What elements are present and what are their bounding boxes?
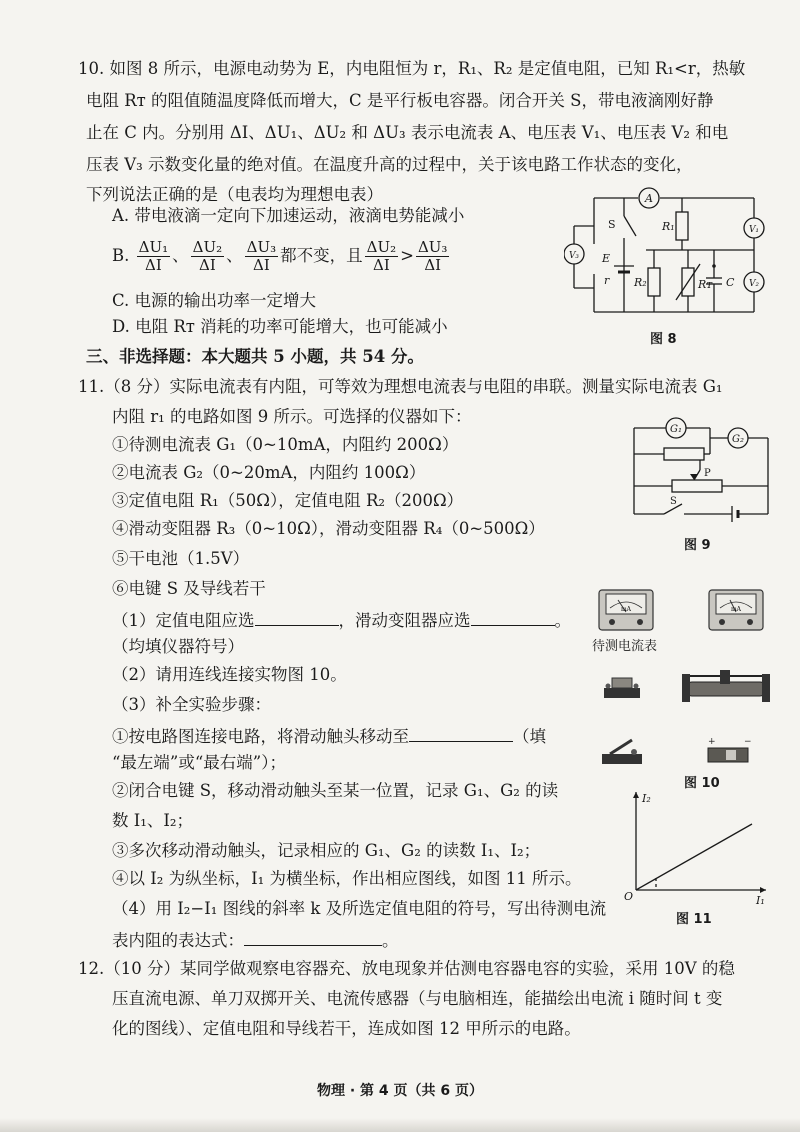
- q11-part-3: （3）补全实验步骤：: [112, 695, 271, 714]
- q11-step-2: ②闭合电键 S，移动滑动触头至某一位置，记录 G₁、G₂ 的读: [112, 781, 559, 800]
- option-b-prefix: B.: [112, 246, 130, 265]
- figure-11-graph: [622, 786, 772, 906]
- q12-line-3: 化的图线）、定值电阻和导线若干，连成如图 12 甲所示的电路。: [112, 1019, 581, 1038]
- q11-item-1: ①待测电流表 G₁（0~10mA，内阻约 200Ω）: [112, 435, 459, 454]
- figure-9-caption: 图 9: [684, 538, 711, 553]
- fraction-du3-di-compare: $\frac{\text{ΔU₃}}{\Delta I}$: [417, 238, 448, 274]
- q11-line-2: 内阻 r₁ 的电路如图 9 所示。可选择的仪器如下：: [112, 407, 472, 426]
- fig9-label-g2: G₂: [732, 434, 744, 445]
- graph-y-axis-label: I₂: [642, 792, 651, 805]
- q11-item-6: ⑥电键 S 及导线若干: [112, 579, 266, 598]
- figure-10-battery: [700, 734, 756, 768]
- answer-blank-resistor[interactable]: [255, 608, 339, 626]
- figure-10-caption: 图 10: [684, 776, 720, 791]
- graph-x-axis-label: I₁: [756, 894, 765, 906]
- q11-part-4: （4）用 I₂−I₁ 图线的斜率 k 及所选定值电阻的符号，写出待测电流: [112, 899, 607, 918]
- figure-8-caption: 图 8: [650, 332, 677, 347]
- figure-9-circuit: [624, 404, 780, 528]
- meter-unit-label-1: mA: [620, 606, 632, 613]
- svg-text:+: +: [708, 737, 716, 747]
- graph-origin-label: O: [624, 890, 634, 903]
- figure-10-switch: [598, 734, 646, 768]
- fig9-label-g1: G₁: [670, 424, 682, 435]
- answer-blank-slider-end[interactable]: [409, 724, 513, 742]
- figure-10-resistor: [600, 672, 644, 702]
- q10-option-a: A. 带电液滴一定向下加速运动，液滴电势能减小: [112, 206, 465, 225]
- q10-option-b: B. $\frac{\text{ΔU₁}}{\Delta I}$ 、 $\frac{\text{ΔU₂}}{\Delta I}$ 、 $\frac{\text{ΔU₃}}{\Delta I}$ 都不变，且 $\frac{\text{ΔU₂}}{\Delta I}$ > $\frac{\text{ΔU₃}}{\Delta I}$: [112, 238, 448, 274]
- figure-11-caption: 图 11: [676, 912, 712, 927]
- fraction-du1-di: $\frac{\text{ΔU₁}}{\Delta I}$: [138, 238, 169, 274]
- fraction-du2-di-compare: $\frac{\text{ΔU₂}}{\Delta I}$: [366, 238, 397, 274]
- q10-line-2: 电阻 Rᴛ 的阻值随温度降低而增大，C 是平行板电容器。闭合开关 S，带电液滴刚好静: [86, 91, 714, 110]
- q11-step-3: ③多次移动滑动触头，记录相应的 G₁、G₂ 的读数 I₁、I₂；: [112, 841, 541, 860]
- q11-item-4: ④滑动变阻器 R₃（0~10Ω），滑动变阻器 R₄（0~500Ω）: [112, 519, 545, 538]
- fig9-label-s: S: [670, 496, 677, 507]
- q10-line-4: 压表 V₃ 示数变化量的绝对值。在温度升高的过程中，关于该电路工作状态的变化，: [86, 155, 693, 174]
- q11-step-1: ①按电路图连接电路，将滑动触头移动至 （填: [112, 724, 546, 748]
- fig8-label-r1: R₁: [662, 220, 675, 233]
- fig8-label-r: r: [604, 274, 610, 287]
- q12-line-2: 压直流电源、单刀双掷开关、电流传感器（与电脑相连，能描绘出电流 i 随时间 t 变: [112, 989, 723, 1008]
- figure-10-meter-reference: [706, 584, 766, 632]
- fig8-label-v2: V₂: [748, 279, 760, 289]
- graph-line: [636, 824, 752, 890]
- meter-unit-label-2: mA: [730, 606, 742, 613]
- fig8-label-v1: V₁: [748, 225, 760, 235]
- q11-part-2: （2）请用连线连接实物图 10。: [112, 665, 347, 684]
- q11-item-3: ③定值电阻 R₁（50Ω），定值电阻 R₂（200Ω）: [112, 491, 464, 510]
- q10-line-3: 止在 C 内。分别用 ΔI、ΔU₁、ΔU₂ 和 ΔU₃ 表示电流表 A、电压表 V₁、电压表 V₂ 和电: [86, 123, 729, 142]
- q11-step-4: ④以 I₂ 为纵坐标，I₁ 为横坐标，作出相应图线，如图 11 所示。: [112, 869, 582, 888]
- fraction-du3-di: $\frac{\text{ΔU₃}}{\Delta I}$: [246, 238, 277, 274]
- q11-step-2-cont: 数 I₁、I₂；: [112, 811, 194, 830]
- answer-blank-rheostat[interactable]: [471, 608, 555, 626]
- q11-item-2: ②电流表 G₂（0~20mA，内阻约 100Ω）: [112, 463, 426, 482]
- page-footer: 物理 · 第 4 页（共 6 页）: [316, 1083, 484, 1099]
- fig8-label-switch: S: [608, 218, 616, 231]
- section-3-header: 三、非选择题：本大题共 5 小题，共 54 分。: [86, 347, 424, 366]
- q12-line-1: 12.（10 分）某同学做观察电容器充、放电现象并估测电容器电容的实验，采用 10V 的稳: [78, 959, 735, 978]
- q11-item-5: ⑤干电池（1.5V）: [112, 549, 250, 568]
- fraction-du2-di: $\frac{\text{ΔU₂}}{\Delta I}$: [192, 238, 223, 274]
- answer-blank-resistance-expression[interactable]: [244, 928, 382, 946]
- fig8-label-v3: V₃: [568, 251, 580, 261]
- svg-text:−: −: [744, 737, 752, 747]
- q11-part-1: （1）定值电阻应选 ，滑动变阻器应选 。: [112, 608, 571, 632]
- fig9-label-p: P: [704, 468, 711, 479]
- q10-line-5: 下列说法正确的是（电表均为理想电表）: [86, 185, 383, 204]
- scan-edge: [0, 1118, 800, 1132]
- q11-part-4-cont: 表内阻的表达式： 。: [112, 928, 399, 952]
- q10-option-c: C. 电源的输出功率一定增大: [112, 291, 317, 310]
- q11-part-1-note: （均填仪器符号）: [112, 637, 244, 656]
- figure-8-circuit: [564, 186, 776, 326]
- fig8-label-r2: R₂: [634, 276, 647, 289]
- figure-10-meter-under-test: [596, 584, 656, 632]
- fig8-label-emf: E: [602, 252, 611, 265]
- fig8-label-ammeter: A: [645, 192, 653, 205]
- fig8-label-c: C: [726, 276, 735, 289]
- figure-10-meter-label: 待测电流表: [592, 639, 658, 654]
- q10-option-d: D. 电阻 Rᴛ 消耗的功率可能增大，也可能减小: [112, 317, 448, 336]
- q11-line-1: 11.（8 分）实际电流表有内阻，可等效为理想电流表与电阻的串联。测量实际电流表 G₁: [78, 377, 723, 396]
- q10-line-1: 10. 如图 8 所示，电源电动势为 E，内电阻恒为 r，R₁、R₂ 是定值电阻，已知 R₁<r，热敏: [78, 59, 746, 78]
- fig8-label-rt: Rᴛ: [698, 278, 713, 291]
- q11-step-1-cont: “最左端”或“最右端”）；: [112, 753, 286, 772]
- figure-10-rheostat: [680, 664, 772, 706]
